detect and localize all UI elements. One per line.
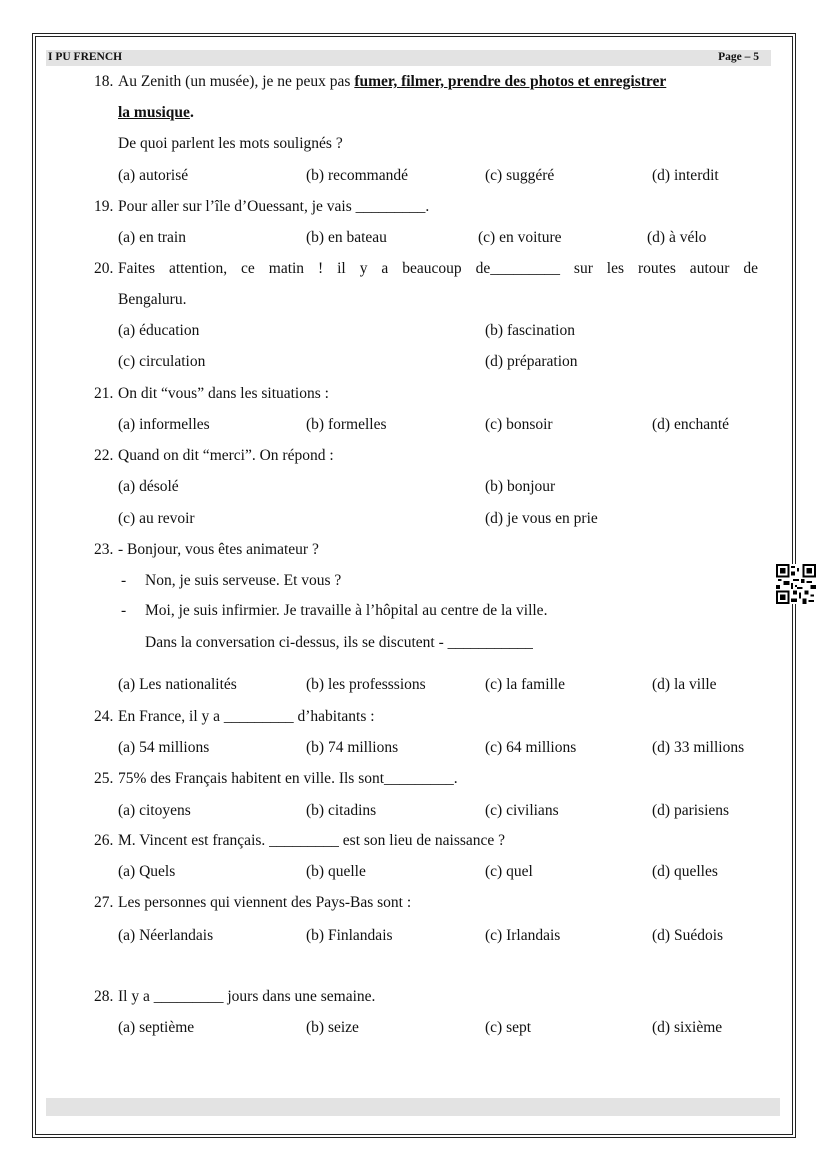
question-text: Il y a _________ jours dans une semaine.: [118, 988, 376, 1005]
qr-code-icon: [776, 564, 816, 604]
option-a: (a) septième: [118, 1019, 195, 1036]
option-d: (d) la ville: [652, 676, 717, 693]
option-b: (b) citadins: [306, 802, 377, 819]
question-text: On dit “vous” dans les situations :: [118, 385, 329, 402]
question-text-continued: Bengaluru.: [118, 291, 187, 308]
option-c: (c) Irlandais: [485, 927, 561, 944]
option-a: (a) Néerlandais: [118, 927, 214, 944]
question-number: 27.: [94, 894, 114, 911]
question-number: 23.: [94, 541, 114, 558]
question-text-part: Au Zenith (un musée), je ne peux pas: [118, 73, 355, 90]
option-c: (c) quel: [485, 863, 533, 880]
option-d: (d) sixième: [652, 1019, 723, 1036]
option-b: (b) seize: [306, 1019, 359, 1036]
option-d: (d) à vélo: [647, 229, 707, 246]
option-a: (a) Quels: [118, 863, 176, 880]
question-number: 21.: [94, 385, 114, 402]
option-b: (b) fascination: [485, 322, 575, 339]
question-number: 24.: [94, 708, 114, 725]
page-header: [46, 50, 771, 66]
subject-label: I PU FRENCH: [48, 51, 123, 63]
option-d: (d) 33 millions: [652, 739, 745, 756]
dialogue-dash: -: [121, 602, 127, 619]
option-c: (c) 64 millions: [485, 739, 577, 756]
page-footer-bar: [46, 1098, 780, 1116]
option-a: (a) éducation: [118, 322, 200, 339]
question-text: M. Vincent est français. _________ est son lieu de naissance ?: [118, 832, 506, 849]
option-b: (b) Finlandais: [306, 927, 393, 944]
option-b: (b) recommandé: [306, 167, 408, 184]
option-c: (c) la famille: [485, 676, 566, 693]
option-a: (a) en train: [118, 229, 186, 246]
option-c: (c) suggéré: [485, 167, 555, 184]
option-d: (d) parisiens: [652, 802, 730, 819]
question-text: Pour aller sur l’île d’Ouessant, je vais _________.: [118, 198, 430, 215]
option-b: (b) formelles: [306, 416, 387, 433]
option-d: (d) quelles: [652, 863, 718, 880]
question-text: - Bonjour, vous êtes animateur ?: [118, 541, 319, 558]
option-d: (d) préparation: [485, 353, 578, 370]
option-c: (c) en voiture: [478, 229, 562, 246]
question-number: 26.: [94, 832, 114, 849]
question-number: 20.: [94, 260, 114, 277]
option-c: (c) sept: [485, 1019, 532, 1036]
underlined-text: la musique: [118, 104, 190, 121]
question-number: 25.: [94, 770, 114, 787]
option-a: (a) autorisé: [118, 167, 189, 184]
question-text-part: .: [189, 104, 194, 121]
underlined-text: fumer, filmer, prendre des photos et enregistrer: [354, 73, 667, 90]
option-d: (d) interdit: [652, 167, 719, 184]
option-b: (b) en bateau: [306, 229, 387, 246]
option-c: (c) circulation: [118, 353, 206, 370]
option-b: (b) quelle: [306, 863, 366, 880]
option-c: (c) au revoir: [118, 510, 195, 527]
question-text: Quand on dit “merci”. On répond :: [118, 447, 334, 464]
question-number: 19.: [94, 198, 114, 215]
question-number: 18.: [94, 73, 114, 90]
page-number: Page – 5: [718, 51, 759, 63]
option-b: (b) 74 millions: [306, 739, 399, 756]
question-number: 28.: [94, 988, 114, 1005]
option-d: (d) Suédois: [652, 927, 724, 944]
question-text-continued: [118, 104, 194, 122]
question-number: 22.: [94, 447, 114, 464]
question-text: 75% des Français habitent en ville. Ils sont_________.: [118, 770, 458, 787]
question-text: Faites attention, ce matin ! il y a beaucoup de_________ sur les routes autour de: [118, 260, 758, 277]
option-b: (b) les professsions: [306, 676, 426, 693]
option-c: (c) bonsoir: [485, 416, 553, 433]
dialogue-line: Moi, je suis infirmier. Je travaille à l’hôpital au centre de la ville.: [145, 602, 548, 619]
dialogue-dash: -: [121, 572, 127, 589]
option-d: (d) enchanté: [652, 416, 730, 433]
option-a: (a) désolé: [118, 478, 179, 495]
option-a: (a) citoyens: [118, 802, 191, 819]
option-a: (a) Les nationalités: [118, 676, 237, 693]
option-c: (c) civilians: [485, 802, 559, 819]
dialogue-line: Non, je suis serveuse. Et vous ?: [145, 572, 342, 589]
question-text: En France, il y a _________ d’habitants :: [118, 708, 375, 725]
option-a: (a) informelles: [118, 416, 210, 433]
question-text: Les personnes qui viennent des Pays-Bas sont :: [118, 894, 412, 911]
option-b: (b) bonjour: [485, 478, 556, 495]
question-subtext: Dans la conversation ci-dessus, ils se discutent - ___________: [145, 634, 533, 651]
question-text: [118, 73, 666, 91]
question-subtext: De quoi parlent les mots soulignés ?: [118, 135, 343, 152]
option-d: (d) je vous en prie: [485, 510, 598, 527]
option-a: (a) 54 millions: [118, 739, 210, 756]
